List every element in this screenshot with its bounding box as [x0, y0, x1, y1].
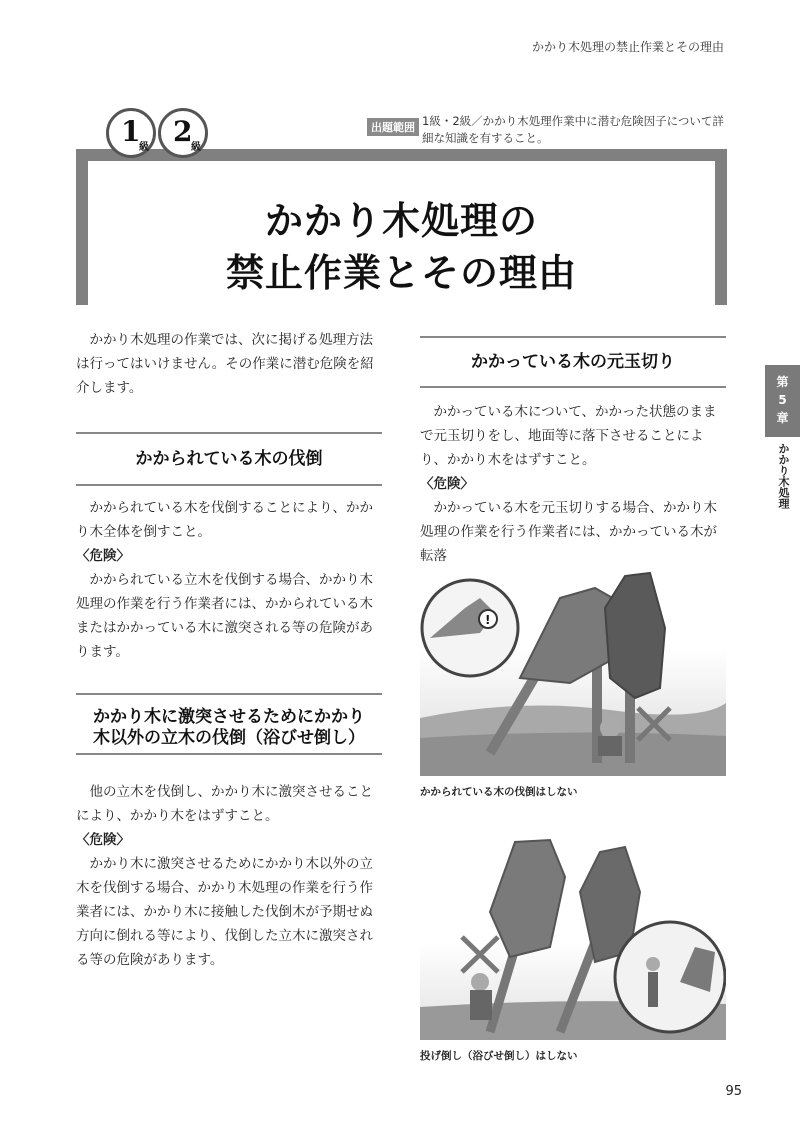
- section-heading: かかられている木の伐倒: [76, 432, 382, 486]
- illustration-felling-hung-tree: [420, 568, 726, 776]
- section-text: かかっている木について、かかった状態のままで元玉切りをし、地面等に落下させることにより、かかり木をはずすこと。: [420, 404, 717, 468]
- section-body: [76, 496, 382, 664]
- grade-suffix: 級: [139, 142, 149, 153]
- danger-text: かかっている木を元玉切りする場合、かかり木処理の作業を行う作業者には、かかっている木が転落: [420, 500, 717, 564]
- chapter-tab: [765, 365, 800, 437]
- section-heading: [76, 693, 382, 755]
- danger-text: かかられている立木を伐倒する場合、かかり木処理の作業を行う作業者には、かかられている木またはかかっている木に激突される等の危険があります。: [76, 572, 373, 660]
- page-title: [88, 161, 715, 305]
- section-body: [76, 780, 382, 972]
- figure-caption: 投げ倒し（浴びせ倒し）はしない: [420, 1050, 578, 1062]
- illustration-push-felling: [420, 832, 726, 1040]
- section-body: [420, 400, 726, 568]
- grade-number: 2: [173, 115, 193, 148]
- heading-line-1: かかり木に激突させるためにかかり: [93, 707, 365, 727]
- section-text: 他の立木を伐倒し、かかり木に激突させることにより、かかり木をはずすこと。: [76, 784, 373, 824]
- figure-caption: かかられている木の伐倒はしない: [420, 786, 578, 798]
- grade-suffix: 級: [191, 142, 201, 153]
- grade-badge-1: [106, 108, 156, 158]
- heading-line-2: 木以外の立木の伐倒（浴びせ倒し）: [93, 728, 365, 748]
- intro-text: かかり木処理の作業では、次に掲げる処理方法は行ってはいけません。その作業に潜む危険を紹介します。: [76, 332, 374, 396]
- grade-badge-2: [158, 108, 208, 158]
- intro-block: [76, 328, 382, 400]
- scope-text: 1級・2級／かかり木処理作業中に潜む危険因子について詳細な知識を有すること。: [422, 114, 724, 145]
- danger-text: かかり木に激突させるためにかかり木以外の立木を伐倒する場合、かかり木処理の作業を行う作業者には、かかり木に接触した伐倒木が予期せぬ方向に倒れる等により、伐倒した立木に激突される等の危険があります。: [76, 856, 373, 968]
- title-line-2: 禁止作業とその理由: [225, 251, 577, 295]
- chapter-tab-line: 章: [776, 411, 789, 425]
- grade-number: 1: [121, 115, 141, 148]
- section-text: かかられている木を伐倒することにより、かかり木全体を倒すこと。: [76, 500, 373, 540]
- chapter-tab-line: 第: [776, 375, 789, 389]
- section-heading: かかっている木の元玉切り: [420, 336, 726, 388]
- svg-text:!: !: [485, 613, 491, 627]
- scope-label: 出題範囲: [367, 118, 419, 136]
- danger-label: 〈危険〉: [420, 476, 474, 492]
- chapter-subtitle: かかり木処理: [777, 443, 790, 509]
- page-number: 95: [725, 1084, 742, 1099]
- danger-label: 〈危険〉: [76, 548, 130, 564]
- running-head: かかり木処理の禁止作業とその理由: [531, 40, 724, 54]
- chapter-tab-line: 5: [778, 393, 787, 407]
- title-line-1: かかり木処理の: [264, 199, 538, 243]
- danger-label: 〈危険〉: [76, 832, 130, 848]
